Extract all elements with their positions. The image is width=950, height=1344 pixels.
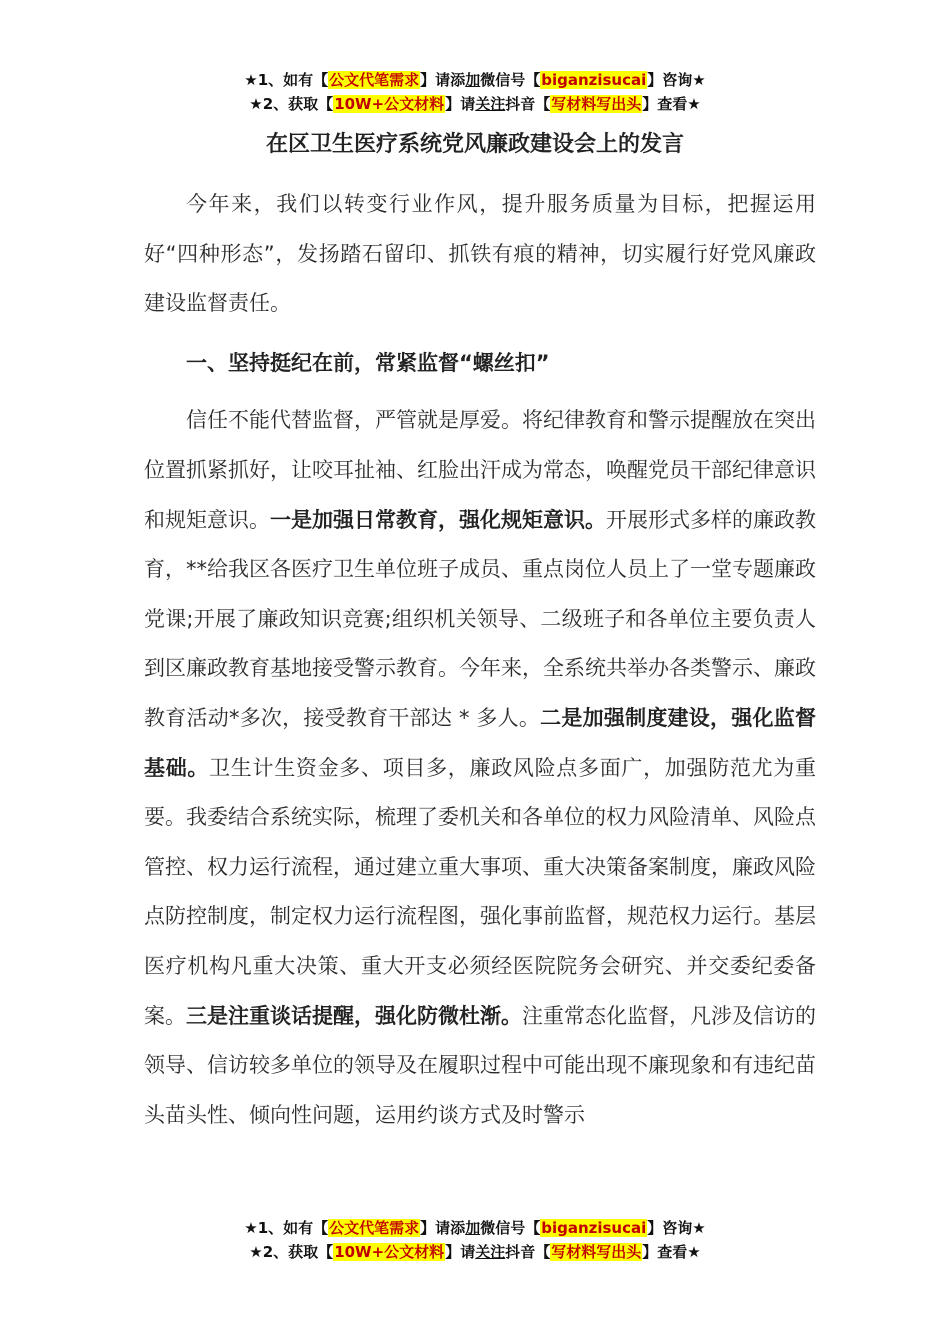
banner-text: 微信号【: [480, 71, 541, 89]
banner-text: 微信号【: [480, 1219, 541, 1237]
banner-underline-text: 关注: [475, 95, 506, 113]
banner-text: 】请: [445, 95, 476, 113]
bold-lead: 二是加强制度建设，强化监督基础。: [144, 705, 816, 780]
header-banner: [0, 68, 950, 116]
banner-underline-text: 加: [465, 1219, 481, 1237]
banner-highlight: 公文代笔需求: [329, 1219, 420, 1237]
banner-text: ★1、如有【: [244, 71, 329, 89]
banner-text: ★2、获取【: [249, 95, 334, 113]
banner-underline-text: 关注: [475, 1243, 506, 1261]
banner-text: 】咨询★: [647, 1219, 706, 1237]
banner-douyin-id: 写材料写出头: [551, 95, 642, 113]
banner-underline-text: 加: [465, 71, 481, 89]
banner-text: 】查看★: [642, 95, 701, 113]
banner-line-1: [0, 68, 950, 92]
paragraph-text: 信任不能代替监督，严管就是厚爱。将纪律教育和警示提醒放在突出位置抓紧抓好，让咬耳扯袖、红脸出汗成为常态，唤醒党员干部纪律意识和规矩意识。: [144, 408, 816, 532]
banner-text: 抖音【: [505, 95, 551, 113]
banner-line-2: [0, 1240, 950, 1264]
document-title: 在区卫生医疗系统党风廉政建设会上的发言: [265, 132, 684, 157]
banner-text: 】请: [445, 1243, 476, 1261]
document-body: [144, 180, 816, 1140]
paragraph-text: 注重常态化监督，凡涉及信访的领导、信访较多单位的领导及在履职过程中可能出现不廉现象和有违纪苗头苗头性、倾向性问题，运用约谈方式及时警示: [144, 1003, 816, 1127]
banner-text: ★2、获取【: [249, 1243, 334, 1261]
paragraph-text: 卫生计生资金多、项目多，廉政风险点多面广，加强防范尤为重要。我委结合系统实际，梳理了委机关和各单位的权力风险清单、风险点管控、权力运行流程，通过建立重大事项、重大决策备案制度，廉政风险点防控制度，制定权力运行流程图，强化事前监督，规范权力运行。基层医疗机构凡重大决策、重大开支必须经医院院务会研究、并交委纪委备案。: [144, 755, 817, 1028]
intro-paragraph: 今年来，我们以转变行业作风，提升服务质量为目标，把握运用好“四种形态”，发扬踏石留印、抓铁有痕的精神，切实履行好党风廉政建设监督责任。: [144, 192, 816, 316]
banner-text: 】查看★: [642, 1243, 701, 1261]
bold-lead: 三是注重谈话提醒，强化防微杜渐。: [186, 1003, 522, 1028]
banner-wechat-id: biganzisucai: [541, 1219, 647, 1237]
bold-lead: 一是加强日常教育，强化规矩意识。: [270, 507, 606, 532]
banner-text: ★1、如有【: [244, 1219, 329, 1237]
banner-text: 】请添: [420, 1219, 466, 1237]
banner-text: 】咨询★: [647, 71, 706, 89]
footer-banner: [0, 1216, 950, 1264]
banner-douyin-id: 写材料写出头: [551, 1243, 642, 1261]
banner-highlight: 10W+公文材料: [334, 1243, 445, 1261]
section-heading: 一、坚持挺纪在前，常紧监督“螺丝扣”: [186, 350, 550, 375]
body-paragraph: [144, 396, 816, 1140]
banner-highlight: 10W+公文材料: [334, 95, 445, 113]
paragraph-text: 开展形式多样的廉政教育，**给我区各医疗卫生单位班子成员、重点岗位人员上了一堂专题廉政党课;开展了廉政知识竞赛;组织机关领导、二级班子和各单位主要负责人到区廉政教育基地接受警示教育。今年来，全系统共举办各类警示、廉政教育活动*多次，接受教育干部达 * 多人。: [144, 507, 816, 730]
banner-highlight: 公文代笔需求: [329, 71, 420, 89]
banner-line-1: [0, 1216, 950, 1240]
banner-line-2: [0, 92, 950, 116]
banner-wechat-id: biganzisucai: [541, 71, 647, 89]
banner-text: 】请添: [420, 71, 466, 89]
banner-text: 抖音【: [505, 1243, 551, 1261]
